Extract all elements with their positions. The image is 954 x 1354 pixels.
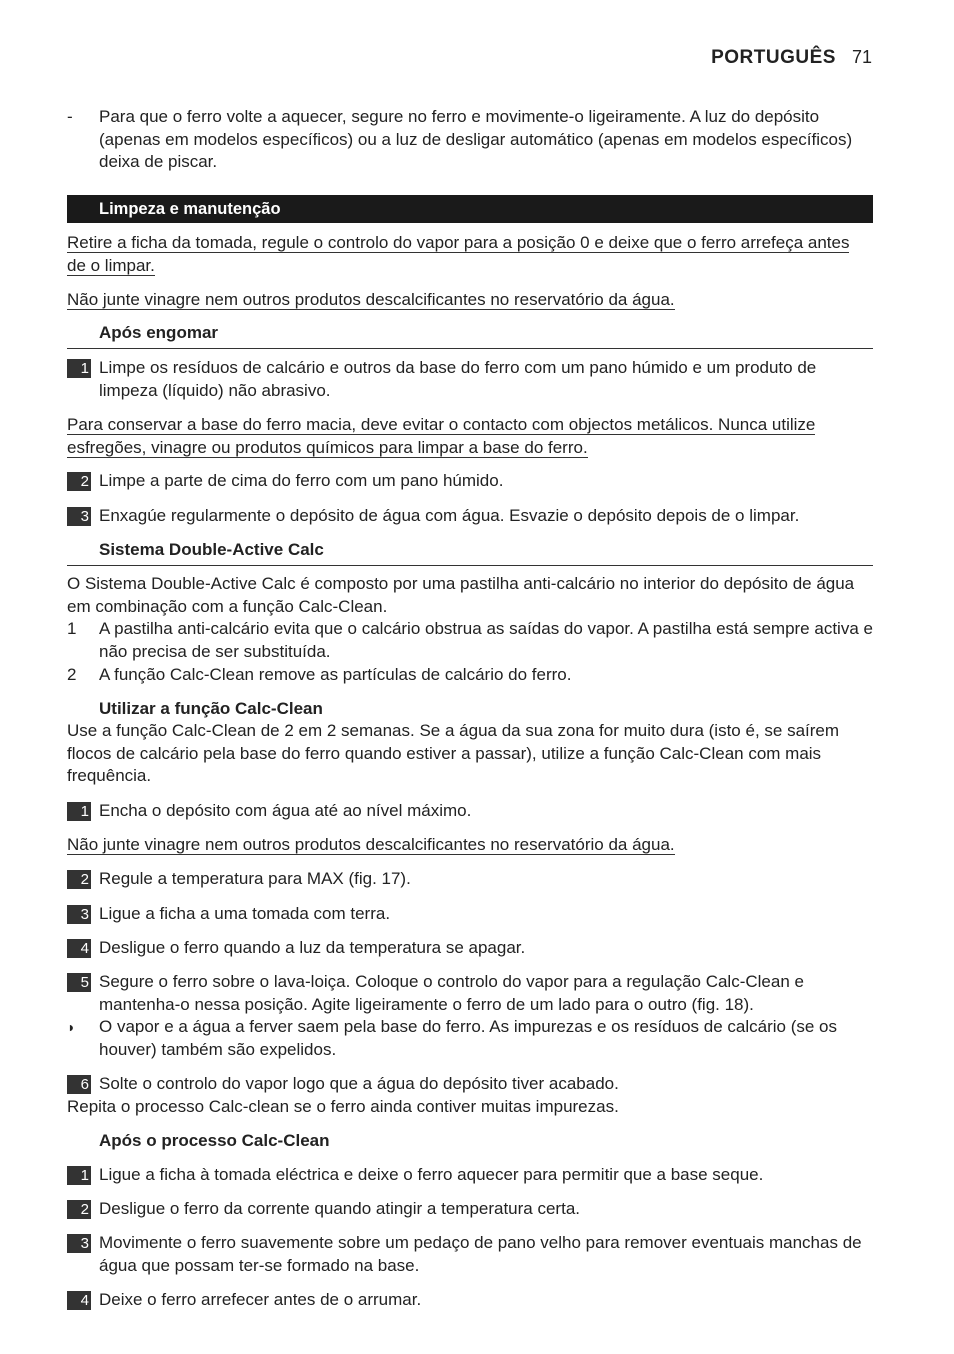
list-text: A pastilha anti-calcário evita que o calcário obstrua as saídas do vapor. A pastilha está sempre activa e não precisa de ser substituída. xyxy=(99,619,873,661)
step-text: Ligue a ficha a uma tomada com terra. xyxy=(99,904,391,923)
warning-soleplate-text: Para conservar a base do ferro macia, deve evitar o contacto com objectos metálicos. Nunca utilize esfregões, vinagre ou produtos químicos para limpar a base do ferro. xyxy=(67,415,816,457)
warning-no-vinegar-text: Não junte vinagre nem outros produtos descalcificantes no reservatório da água. xyxy=(67,290,675,309)
step-text: Encha o depósito com água até ao nível máximo. xyxy=(99,801,472,820)
step-text: Segure o ferro sobre o lava-loiça. Coloque o controlo do vapor para a regulação Calc-Clean e mantenha-o nessa posição. Agite ligeiramente o ferro de um lado para o outro (fig. 18). xyxy=(99,972,804,1014)
step-number: 4 xyxy=(67,1291,91,1310)
step-item xyxy=(67,800,873,823)
list-item xyxy=(67,618,873,663)
step-text: Desligue o ferro da corrente quando atingir a temperatura certa. xyxy=(99,1199,580,1218)
step-text: Ligue a ficha à tomada eléctrica e deixe o ferro aquecer para permitir que a base seque. xyxy=(99,1165,764,1184)
warning-unplug xyxy=(67,232,873,277)
warning-soleplate xyxy=(67,414,873,459)
warning-no-vinegar-2 xyxy=(67,834,873,857)
intro-bullet-text: Para que o ferro volte a aquecer, segure no ferro e movimente-o ligeiramente. A luz do depósito (apenas em modelos específicos) ou a luz de desligar automático (apenas em modelos específicos) deixa de piscar. xyxy=(99,107,853,171)
step-number: 4 xyxy=(67,939,91,958)
step-item xyxy=(67,470,873,493)
step-item xyxy=(67,937,873,960)
step-number: 1 xyxy=(67,802,91,821)
step-item xyxy=(67,903,873,926)
step-text: Solte o controlo do vapor logo que a água do depósito tiver acabado. xyxy=(99,1074,619,1093)
result-text: O vapor e a água a ferver saem pela base do ferro. As impurezas e os resíduos de calcário (se os houver) também são expelidos. xyxy=(99,1017,837,1059)
step-item xyxy=(67,1073,873,1096)
step-item xyxy=(67,1232,873,1277)
step-item xyxy=(67,1164,873,1187)
repeat-note: Repita o processo Calc-clean se o ferro ainda contiver muitas impurezas. xyxy=(67,1097,619,1116)
list-number: 1 xyxy=(67,619,77,638)
step-number: 2 xyxy=(67,1200,91,1219)
step-text: Enxagúe regularmente o depósito de água com água. Esvazie o depósito depois de o limpar. xyxy=(99,506,800,525)
step-text: Limpe os resíduos de calcário e outros da base do ferro com um pano húmido e um produto de limpeza (líquido) não abrasivo. xyxy=(99,358,817,400)
double-active-intro: O Sistema Double-Active Calc é composto por uma pastilha anti-calcário no interior do depósito de água em combinação com a função Calc-Clean. xyxy=(67,574,855,616)
step-number: 2 xyxy=(67,472,91,491)
section-heading xyxy=(67,195,873,223)
step-number: 3 xyxy=(67,905,91,924)
step-item xyxy=(67,1198,873,1221)
subheading-title: Após o processo Calc-Clean xyxy=(99,1131,330,1150)
step-text: Deixe o ferro arrefecer antes de o arrumar. xyxy=(99,1290,422,1309)
step-item xyxy=(67,868,873,891)
subheading-after-calc xyxy=(67,1130,873,1156)
bullet-dash: - xyxy=(67,107,73,126)
step-text: Desligue o ferro quando a luz da temperatura se apagar. xyxy=(99,938,526,957)
step-text: Movimente o ferro suavemente sobre um pedaço de pano velho para remover eventuais manchas de água que possam ter-se formado na base. xyxy=(99,1233,862,1275)
step-number: 5 xyxy=(67,973,91,992)
step-item xyxy=(67,1289,873,1312)
step-number: 1 xyxy=(67,359,91,378)
section-title: Limpeza e manutenção xyxy=(99,200,281,218)
list-number: 2 xyxy=(67,665,77,684)
page-header xyxy=(711,46,872,70)
step-number: 3 xyxy=(67,507,91,526)
list-item xyxy=(67,664,873,687)
result-arrow-icon: ◗ xyxy=(67,1019,76,1035)
warning-no-vinegar xyxy=(67,289,873,312)
step-text: Regule a temperatura para MAX (fig. 17). xyxy=(99,869,411,888)
intro-bullet xyxy=(67,106,873,174)
step-number: 2 xyxy=(67,870,91,889)
subheading-after-ironing xyxy=(67,322,873,349)
step-number: 1 xyxy=(67,1166,91,1185)
calc-clean-intro: Use a função Calc-Clean de 2 em 2 semanas. Se a água da sua zona for muito dura (isto é, se saírem flocos de calcário pela base do ferro quando estiver a passar), utilize a função Calc-Clean com mais frequência. xyxy=(67,721,840,785)
step-number: 6 xyxy=(67,1075,91,1094)
language-label: PORTUGUÊS xyxy=(711,47,836,68)
subheading-title: Após engomar xyxy=(99,323,219,342)
list-text: A função Calc-Clean remove as partículas de calcário do ferro. xyxy=(99,665,572,684)
subheading-double-active xyxy=(67,539,873,566)
step-item xyxy=(67,357,873,402)
warning-no-vinegar-text: Não junte vinagre nem outros produtos descalcificantes no reservatório da água. xyxy=(67,835,675,854)
result-item xyxy=(67,1016,873,1061)
step-number: 3 xyxy=(67,1234,91,1253)
subheading-title: Sistema Double-Active Calc xyxy=(99,540,324,559)
page-number: 71 xyxy=(851,47,872,67)
warning-unplug-text: Retire a ficha da tomada, regule o controlo do vapor para a posição 0 e deixe que o ferro arrefeça antes de o limpar. xyxy=(67,233,850,275)
step-item xyxy=(67,505,873,528)
step-item xyxy=(67,971,873,1016)
step-text: Limpe a parte de cima do ferro com um pano húmido. xyxy=(99,471,504,490)
subheading-title: Utilizar a função Calc-Clean xyxy=(99,699,323,718)
